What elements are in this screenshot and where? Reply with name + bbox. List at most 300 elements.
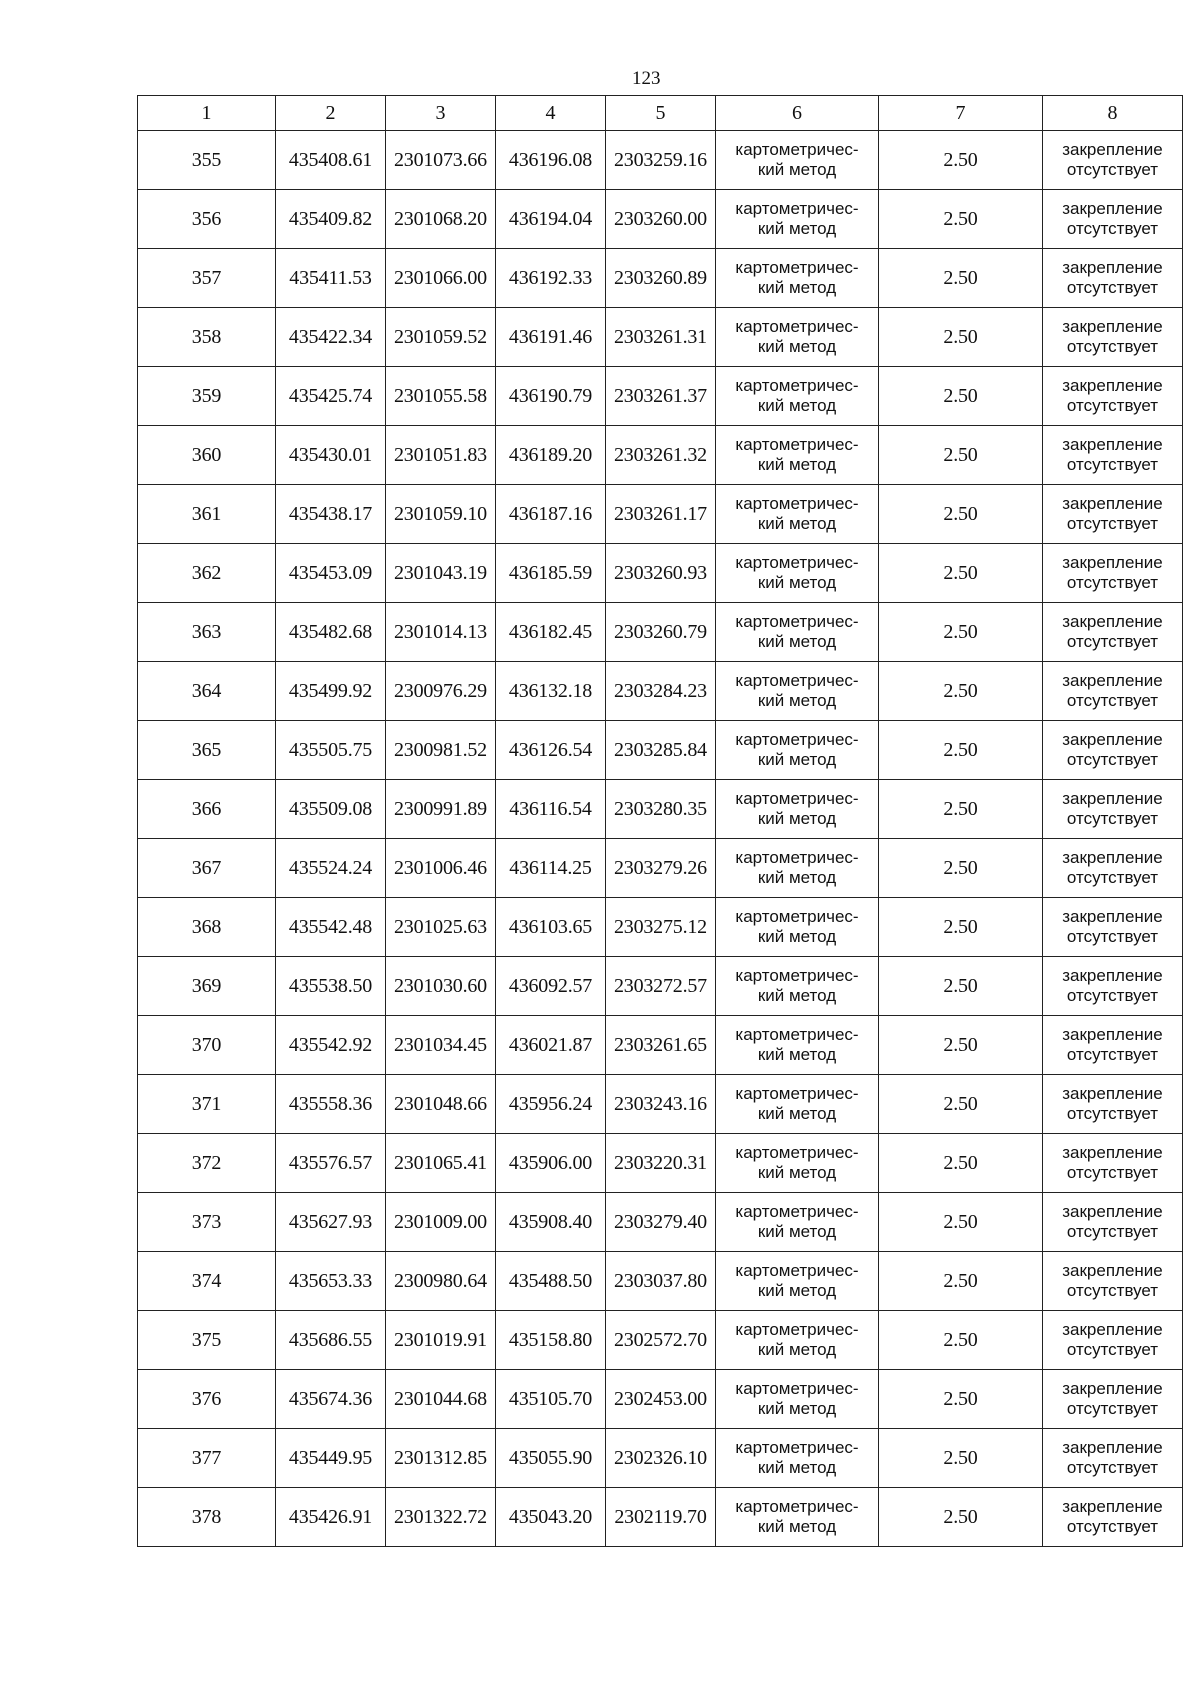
column-header: 2 bbox=[276, 96, 386, 131]
point-number-cell: 365 bbox=[138, 721, 276, 780]
y-new-cell: 2303275.12 bbox=[606, 898, 716, 957]
fixation-text-line: закрепление bbox=[1062, 671, 1163, 690]
method-text-line: картометричес- bbox=[735, 966, 859, 985]
fixation-text-line: отсутствует bbox=[1066, 868, 1159, 887]
point-number-cell: 360 bbox=[138, 426, 276, 485]
accuracy-cell: 2.50 bbox=[879, 721, 1043, 780]
y-old-cell: 2300991.89 bbox=[386, 780, 496, 839]
fixation-cell bbox=[1043, 131, 1183, 190]
fixation-cell bbox=[1043, 780, 1183, 839]
accuracy-cell: 2.50 bbox=[879, 662, 1043, 721]
method-text-line: кий метод bbox=[757, 1045, 837, 1064]
fixation-cell bbox=[1043, 1370, 1183, 1429]
fixation-text-line: отсутствует bbox=[1066, 1104, 1159, 1123]
x-new-cell: 436196.08 bbox=[496, 131, 606, 190]
fixation-text-line: закрепление bbox=[1062, 1320, 1163, 1339]
point-number-cell: 364 bbox=[138, 662, 276, 721]
table-row bbox=[138, 544, 1183, 603]
method-cell bbox=[716, 190, 879, 249]
table-row bbox=[138, 190, 1183, 249]
y-new-cell: 2303260.89 bbox=[606, 249, 716, 308]
y-old-cell: 2300980.64 bbox=[386, 1252, 496, 1311]
accuracy-cell: 2.50 bbox=[879, 426, 1043, 485]
x-new-cell: 435055.90 bbox=[496, 1429, 606, 1488]
method-text-line: кий метод bbox=[757, 1517, 837, 1536]
method-text-line: кий метод bbox=[757, 278, 837, 297]
fixation-text-line: отсутствует bbox=[1066, 1399, 1159, 1418]
method-text-line: кий метод bbox=[757, 691, 837, 710]
y-new-cell: 2303261.32 bbox=[606, 426, 716, 485]
fixation-cell bbox=[1043, 957, 1183, 1016]
x-new-cell: 435906.00 bbox=[496, 1134, 606, 1193]
accuracy-cell: 2.50 bbox=[879, 1311, 1043, 1370]
x-new-cell: 436021.87 bbox=[496, 1016, 606, 1075]
method-text-line: кий метод bbox=[757, 1399, 837, 1418]
x-old-cell: 435558.36 bbox=[276, 1075, 386, 1134]
point-number-cell: 355 bbox=[138, 131, 276, 190]
y-new-cell: 2303260.93 bbox=[606, 544, 716, 603]
method-cell bbox=[716, 1075, 879, 1134]
fixation-text-line: закрепление bbox=[1062, 1379, 1163, 1398]
y-old-cell: 2301055.58 bbox=[386, 367, 496, 426]
method-cell bbox=[716, 131, 879, 190]
method-text-line: картометричес- bbox=[735, 494, 859, 513]
method-text-line: картометричес- bbox=[735, 789, 859, 808]
point-number-cell: 371 bbox=[138, 1075, 276, 1134]
x-old-cell: 435653.33 bbox=[276, 1252, 386, 1311]
x-old-cell: 435505.75 bbox=[276, 721, 386, 780]
fixation-text-line: закрепление bbox=[1062, 1084, 1163, 1103]
column-header: 8 bbox=[1043, 96, 1183, 131]
x-old-cell: 435409.82 bbox=[276, 190, 386, 249]
method-cell bbox=[716, 367, 879, 426]
method-text-line: картометричес- bbox=[735, 435, 859, 454]
point-number-cell: 357 bbox=[138, 249, 276, 308]
method-text-line: кий метод bbox=[757, 396, 837, 415]
column-header: 1 bbox=[138, 96, 276, 131]
fixation-text-line: отсутствует bbox=[1066, 573, 1159, 592]
y-new-cell: 2302572.70 bbox=[606, 1311, 716, 1370]
fixation-cell bbox=[1043, 485, 1183, 544]
method-cell bbox=[716, 603, 879, 662]
y-new-cell: 2303259.16 bbox=[606, 131, 716, 190]
fixation-text-line: закрепление bbox=[1062, 1025, 1163, 1044]
accuracy-cell: 2.50 bbox=[879, 131, 1043, 190]
x-old-cell: 435627.93 bbox=[276, 1193, 386, 1252]
point-number-cell: 369 bbox=[138, 957, 276, 1016]
accuracy-cell: 2.50 bbox=[879, 957, 1043, 1016]
fixation-cell bbox=[1043, 1016, 1183, 1075]
x-new-cell: 435158.80 bbox=[496, 1311, 606, 1370]
fixation-cell bbox=[1043, 1429, 1183, 1488]
y-old-cell: 2301014.13 bbox=[386, 603, 496, 662]
method-text-line: картометричес- bbox=[735, 907, 859, 926]
accuracy-cell: 2.50 bbox=[879, 1252, 1043, 1311]
x-old-cell: 435422.34 bbox=[276, 308, 386, 367]
fixation-text-line: отсутствует bbox=[1066, 1163, 1159, 1182]
x-new-cell: 436114.25 bbox=[496, 839, 606, 898]
y-old-cell: 2301025.63 bbox=[386, 898, 496, 957]
x-old-cell: 435408.61 bbox=[276, 131, 386, 190]
accuracy-cell: 2.50 bbox=[879, 485, 1043, 544]
accuracy-cell: 2.50 bbox=[879, 1429, 1043, 1488]
y-new-cell: 2303261.37 bbox=[606, 367, 716, 426]
y-old-cell: 2301051.83 bbox=[386, 426, 496, 485]
fixation-text-line: закрепление bbox=[1062, 553, 1163, 572]
fixation-cell bbox=[1043, 721, 1183, 780]
x-new-cell: 436189.20 bbox=[496, 426, 606, 485]
x-new-cell: 435105.70 bbox=[496, 1370, 606, 1429]
table-row bbox=[138, 1134, 1183, 1193]
fixation-cell bbox=[1043, 603, 1183, 662]
fixation-text-line: отсутствует bbox=[1066, 691, 1159, 710]
method-text-line: кий метод bbox=[757, 868, 837, 887]
column-header: 4 bbox=[496, 96, 606, 131]
accuracy-cell: 2.50 bbox=[879, 1193, 1043, 1252]
method-text-line: картометричес- bbox=[735, 1379, 859, 1398]
fixation-text-line: отсутствует bbox=[1066, 1517, 1159, 1536]
point-number-cell: 358 bbox=[138, 308, 276, 367]
method-text-line: кий метод bbox=[757, 160, 837, 179]
table-row bbox=[138, 1370, 1183, 1429]
fixation-text-line: отсутствует bbox=[1066, 1281, 1159, 1300]
fixation-text-line: закрепление bbox=[1062, 907, 1163, 926]
method-text-line: картометричес- bbox=[735, 317, 859, 336]
x-old-cell: 435524.24 bbox=[276, 839, 386, 898]
accuracy-cell: 2.50 bbox=[879, 190, 1043, 249]
column-header: 5 bbox=[606, 96, 716, 131]
method-cell bbox=[716, 1488, 879, 1547]
y-old-cell: 2301312.85 bbox=[386, 1429, 496, 1488]
y-new-cell: 2303279.40 bbox=[606, 1193, 716, 1252]
column-header: 6 bbox=[716, 96, 879, 131]
fixation-text-line: закрепление bbox=[1062, 435, 1163, 454]
table-row bbox=[138, 1193, 1183, 1252]
method-cell bbox=[716, 1311, 879, 1370]
y-old-cell: 2301068.20 bbox=[386, 190, 496, 249]
x-new-cell: 436103.65 bbox=[496, 898, 606, 957]
x-old-cell: 435542.92 bbox=[276, 1016, 386, 1075]
fixation-text-line: закрепление bbox=[1062, 376, 1163, 395]
table-row bbox=[138, 1252, 1183, 1311]
fixation-cell bbox=[1043, 839, 1183, 898]
table-row bbox=[138, 367, 1183, 426]
y-old-cell: 2301034.45 bbox=[386, 1016, 496, 1075]
fixation-text-line: отсутствует bbox=[1066, 337, 1159, 356]
fixation-cell bbox=[1043, 426, 1183, 485]
table-row bbox=[138, 249, 1183, 308]
y-new-cell: 2302326.10 bbox=[606, 1429, 716, 1488]
fixation-text-line: отсутствует bbox=[1066, 1222, 1159, 1241]
method-text-line: кий метод bbox=[757, 927, 837, 946]
table-header bbox=[138, 96, 1183, 131]
fixation-text-line: закрепление bbox=[1062, 1143, 1163, 1162]
table-row bbox=[138, 721, 1183, 780]
method-cell bbox=[716, 485, 879, 544]
point-number-cell: 361 bbox=[138, 485, 276, 544]
fixation-text-line: закрепление bbox=[1062, 966, 1163, 985]
accuracy-cell: 2.50 bbox=[879, 1488, 1043, 1547]
method-text-line: картометричес- bbox=[735, 730, 859, 749]
y-new-cell: 2303220.31 bbox=[606, 1134, 716, 1193]
table-row bbox=[138, 1075, 1183, 1134]
fixation-text-line: закрепление bbox=[1062, 612, 1163, 631]
fixation-text-line: отсутствует bbox=[1066, 632, 1159, 651]
fixation-text-line: закрепление bbox=[1062, 258, 1163, 277]
table-row bbox=[138, 485, 1183, 544]
fixation-text-line: отсутствует bbox=[1066, 160, 1159, 179]
y-new-cell: 2303280.35 bbox=[606, 780, 716, 839]
fixation-text-line: закрепление bbox=[1062, 494, 1163, 513]
table-row bbox=[138, 603, 1183, 662]
fixation-cell bbox=[1043, 1134, 1183, 1193]
method-cell bbox=[716, 544, 879, 603]
x-new-cell: 436182.45 bbox=[496, 603, 606, 662]
method-cell bbox=[716, 1370, 879, 1429]
table-row bbox=[138, 426, 1183, 485]
fixation-text-line: закрепление bbox=[1062, 140, 1163, 159]
y-new-cell: 2303284.23 bbox=[606, 662, 716, 721]
x-old-cell: 435542.48 bbox=[276, 898, 386, 957]
fixation-text-line: отсутствует bbox=[1066, 455, 1159, 474]
accuracy-cell: 2.50 bbox=[879, 367, 1043, 426]
x-old-cell: 435674.36 bbox=[276, 1370, 386, 1429]
fixation-text-line: отсутствует bbox=[1066, 750, 1159, 769]
point-number-cell: 375 bbox=[138, 1311, 276, 1370]
point-number-cell: 367 bbox=[138, 839, 276, 898]
x-new-cell: 436132.18 bbox=[496, 662, 606, 721]
fixation-text-line: отсутствует bbox=[1066, 986, 1159, 1005]
method-text-line: картометричес- bbox=[735, 376, 859, 395]
y-new-cell: 2303260.00 bbox=[606, 190, 716, 249]
accuracy-cell: 2.50 bbox=[879, 1075, 1043, 1134]
fixation-text-line: отсутствует bbox=[1066, 396, 1159, 415]
table-row bbox=[138, 898, 1183, 957]
fixation-text-line: отсутствует bbox=[1066, 1458, 1159, 1477]
method-text-line: картометричес- bbox=[735, 1438, 859, 1457]
table-row bbox=[138, 1016, 1183, 1075]
x-old-cell: 435453.09 bbox=[276, 544, 386, 603]
y-new-cell: 2303037.80 bbox=[606, 1252, 716, 1311]
fixation-cell bbox=[1043, 1311, 1183, 1370]
method-cell bbox=[716, 1193, 879, 1252]
fixation-cell bbox=[1043, 367, 1183, 426]
method-text-line: кий метод bbox=[757, 514, 837, 533]
table-row bbox=[138, 1311, 1183, 1370]
table-row bbox=[138, 131, 1183, 190]
fixation-text-line: закрепление bbox=[1062, 848, 1163, 867]
fixation-text-line: закрепление bbox=[1062, 789, 1163, 808]
method-cell bbox=[716, 249, 879, 308]
point-number-cell: 378 bbox=[138, 1488, 276, 1547]
fixation-cell bbox=[1043, 544, 1183, 603]
point-number-cell: 374 bbox=[138, 1252, 276, 1311]
method-text-line: картометричес- bbox=[735, 612, 859, 631]
y-new-cell: 2303272.57 bbox=[606, 957, 716, 1016]
table-row bbox=[138, 1429, 1183, 1488]
y-new-cell: 2303279.26 bbox=[606, 839, 716, 898]
fixation-text-line: закрепление bbox=[1062, 1202, 1163, 1221]
fixation-cell bbox=[1043, 1488, 1183, 1547]
y-old-cell: 2301066.00 bbox=[386, 249, 496, 308]
fixation-text-line: закрепление bbox=[1062, 317, 1163, 336]
method-cell bbox=[716, 1134, 879, 1193]
y-new-cell: 2303261.65 bbox=[606, 1016, 716, 1075]
column-header: 7 bbox=[879, 96, 1043, 131]
y-old-cell: 2301322.72 bbox=[386, 1488, 496, 1547]
accuracy-cell: 2.50 bbox=[879, 544, 1043, 603]
fixation-cell bbox=[1043, 1193, 1183, 1252]
x-new-cell: 436185.59 bbox=[496, 544, 606, 603]
y-new-cell: 2302119.70 bbox=[606, 1488, 716, 1547]
fixation-text-line: закрепление bbox=[1062, 1261, 1163, 1280]
method-text-line: кий метод bbox=[757, 455, 837, 474]
method-text-line: кий метод bbox=[757, 1163, 837, 1182]
method-text-line: кий метод bbox=[757, 986, 837, 1005]
fixation-text-line: закрепление bbox=[1062, 1438, 1163, 1457]
method-cell bbox=[716, 1252, 879, 1311]
column-header: 3 bbox=[386, 96, 496, 131]
fixation-cell bbox=[1043, 898, 1183, 957]
fixation-text-line: отсутствует bbox=[1066, 809, 1159, 828]
x-new-cell: 436192.33 bbox=[496, 249, 606, 308]
y-new-cell: 2303243.16 bbox=[606, 1075, 716, 1134]
method-text-line: картометричес- bbox=[735, 199, 859, 218]
method-text-line: картометричес- bbox=[735, 1143, 859, 1162]
method-cell bbox=[716, 1429, 879, 1488]
point-number-cell: 370 bbox=[138, 1016, 276, 1075]
y-new-cell: 2303261.17 bbox=[606, 485, 716, 544]
fixation-cell bbox=[1043, 308, 1183, 367]
accuracy-cell: 2.50 bbox=[879, 603, 1043, 662]
x-old-cell: 435538.50 bbox=[276, 957, 386, 1016]
y-new-cell: 2303261.31 bbox=[606, 308, 716, 367]
y-old-cell: 2301030.60 bbox=[386, 957, 496, 1016]
point-number-cell: 363 bbox=[138, 603, 276, 662]
point-number-cell: 359 bbox=[138, 367, 276, 426]
table-body bbox=[138, 131, 1183, 1547]
x-old-cell: 435509.08 bbox=[276, 780, 386, 839]
method-text-line: кий метод bbox=[757, 1104, 837, 1123]
method-text-line: кий метод bbox=[757, 750, 837, 769]
method-text-line: кий метод bbox=[757, 809, 837, 828]
x-new-cell: 436116.54 bbox=[496, 780, 606, 839]
y-old-cell: 2301073.66 bbox=[386, 131, 496, 190]
x-old-cell: 435425.74 bbox=[276, 367, 386, 426]
y-old-cell: 2301043.19 bbox=[386, 544, 496, 603]
x-new-cell: 436191.46 bbox=[496, 308, 606, 367]
table-row bbox=[138, 780, 1183, 839]
method-text-line: картометричес- bbox=[735, 1202, 859, 1221]
fixation-text-line: отсутствует bbox=[1066, 927, 1159, 946]
y-new-cell: 2302453.00 bbox=[606, 1370, 716, 1429]
method-cell bbox=[716, 839, 879, 898]
fixation-text-line: отсутствует bbox=[1066, 219, 1159, 238]
x-old-cell: 435426.91 bbox=[276, 1488, 386, 1547]
method-text-line: кий метод bbox=[757, 219, 837, 238]
point-number-cell: 377 bbox=[138, 1429, 276, 1488]
method-cell bbox=[716, 957, 879, 1016]
x-old-cell: 435482.68 bbox=[276, 603, 386, 662]
accuracy-cell: 2.50 bbox=[879, 308, 1043, 367]
method-text-line: кий метод bbox=[757, 632, 837, 651]
method-text-line: картометричес- bbox=[735, 848, 859, 867]
method-cell bbox=[716, 898, 879, 957]
point-number-cell: 362 bbox=[138, 544, 276, 603]
method-text-line: кий метод bbox=[757, 573, 837, 592]
method-text-line: картометричес- bbox=[735, 1261, 859, 1280]
accuracy-cell: 2.50 bbox=[879, 898, 1043, 957]
method-cell bbox=[716, 426, 879, 485]
y-old-cell: 2301019.91 bbox=[386, 1311, 496, 1370]
fixation-cell bbox=[1043, 249, 1183, 308]
table-row bbox=[138, 957, 1183, 1016]
point-number-cell: 376 bbox=[138, 1370, 276, 1429]
x-old-cell: 435430.01 bbox=[276, 426, 386, 485]
method-cell bbox=[716, 1016, 879, 1075]
method-text-line: картометричес- bbox=[735, 1497, 859, 1516]
fixation-text-line: закрепление bbox=[1062, 730, 1163, 749]
fixation-text-line: отсутствует bbox=[1066, 1045, 1159, 1064]
y-old-cell: 2301044.68 bbox=[386, 1370, 496, 1429]
method-text-line: кий метод bbox=[757, 1458, 837, 1477]
fixation-cell bbox=[1043, 1252, 1183, 1311]
y-new-cell: 2303285.84 bbox=[606, 721, 716, 780]
y-old-cell: 2301065.41 bbox=[386, 1134, 496, 1193]
x-new-cell: 436092.57 bbox=[496, 957, 606, 1016]
x-old-cell: 435438.17 bbox=[276, 485, 386, 544]
point-number-cell: 366 bbox=[138, 780, 276, 839]
method-text-line: кий метод bbox=[757, 1281, 837, 1300]
method-cell bbox=[716, 308, 879, 367]
x-old-cell: 435499.92 bbox=[276, 662, 386, 721]
accuracy-cell: 2.50 bbox=[879, 780, 1043, 839]
fixation-text-line: закрепление bbox=[1062, 199, 1163, 218]
x-new-cell: 436187.16 bbox=[496, 485, 606, 544]
method-text-line: картометричес- bbox=[735, 1320, 859, 1339]
x-old-cell: 435686.55 bbox=[276, 1311, 386, 1370]
x-old-cell: 435576.57 bbox=[276, 1134, 386, 1193]
y-old-cell: 2301059.10 bbox=[386, 485, 496, 544]
method-text-line: картометричес- bbox=[735, 671, 859, 690]
coordinates-table bbox=[137, 95, 1183, 1547]
y-old-cell: 2300981.52 bbox=[386, 721, 496, 780]
method-cell bbox=[716, 721, 879, 780]
x-old-cell: 435449.95 bbox=[276, 1429, 386, 1488]
method-cell bbox=[716, 780, 879, 839]
accuracy-cell: 2.50 bbox=[879, 839, 1043, 898]
x-new-cell: 436194.04 bbox=[496, 190, 606, 249]
accuracy-cell: 2.50 bbox=[879, 1370, 1043, 1429]
method-text-line: картометричес- bbox=[735, 1025, 859, 1044]
y-new-cell: 2303260.79 bbox=[606, 603, 716, 662]
method-text-line: кий метод bbox=[757, 1340, 837, 1359]
method-text-line: кий метод bbox=[757, 337, 837, 356]
fixation-text-line: отсутствует bbox=[1066, 278, 1159, 297]
table-row bbox=[138, 839, 1183, 898]
y-old-cell: 2300976.29 bbox=[386, 662, 496, 721]
accuracy-cell: 2.50 bbox=[879, 1016, 1043, 1075]
fixation-cell bbox=[1043, 190, 1183, 249]
table-row bbox=[138, 1488, 1183, 1547]
accuracy-cell: 2.50 bbox=[879, 1134, 1043, 1193]
x-new-cell: 435908.40 bbox=[496, 1193, 606, 1252]
method-text-line: кий метод bbox=[757, 1222, 837, 1241]
method-text-line: картометричес- bbox=[735, 258, 859, 277]
point-number-cell: 356 bbox=[138, 190, 276, 249]
method-text-line: картометричес- bbox=[735, 140, 859, 159]
y-old-cell: 2301006.46 bbox=[386, 839, 496, 898]
